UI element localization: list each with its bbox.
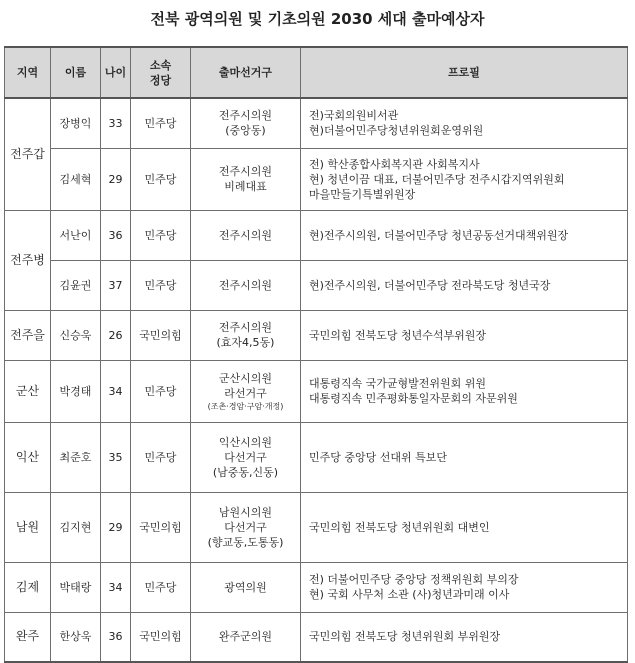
table-row <box>5 612 628 662</box>
header-name: 이름 <box>51 47 101 98</box>
header-age: 나이 <box>101 47 131 98</box>
cell-party: 민주당 <box>131 562 191 612</box>
profile-line: 현) 청년이끔 대표, 더불어민주당 전주시갑지역위원회 <box>309 172 565 186</box>
district-line: 익산시의원 <box>218 435 273 449</box>
cell-party: 국민의힘 <box>131 310 191 360</box>
district-line: 전주시의원 <box>218 165 273 178</box>
district-line: 군산시의원 <box>218 371 273 385</box>
district-line: (중앙동) <box>225 124 266 138</box>
table-row <box>5 148 628 210</box>
cell-region: 전주갑 <box>5 98 51 210</box>
cell-region: 김제 <box>5 562 51 612</box>
cell-profile: 국민의힘 전북도당 청년위원회 대변인 <box>301 492 628 562</box>
cell-name: 장병익 <box>51 98 101 148</box>
cell-party: 민주당 <box>131 422 191 492</box>
cell-party: 민주당 <box>131 360 191 422</box>
profile-line: 대통령직속 국가균형발전위원회 위원 <box>309 377 487 390</box>
cell-party: 국민의힘 <box>131 492 191 562</box>
district-line: 전주시의원 <box>218 321 273 334</box>
header-district: 출마선거구 <box>191 47 301 98</box>
cell-district: 전주시의원 <box>191 210 301 260</box>
profile-line: 전) 더불어민주당 중앙당 정책위원회 부의장 <box>309 573 519 586</box>
cell-party: 국민의힘 <box>131 612 191 662</box>
district-line: 다선거구 <box>224 520 267 534</box>
district-line: 라선거구 <box>224 386 267 400</box>
table-row <box>5 210 628 260</box>
cell-age: 33 <box>101 98 131 148</box>
profile-line: 전) 학산종합사회복지관 사회복지사 <box>309 157 480 171</box>
cell-district <box>191 148 301 210</box>
cell-district <box>191 492 301 562</box>
cell-profile <box>301 562 628 612</box>
cell-region: 남원 <box>5 492 51 562</box>
cell-age: 26 <box>101 310 131 360</box>
cell-district: 전주시의원 <box>191 260 301 310</box>
cell-profile: 민주당 중앙당 선대위 특보단 <box>301 422 628 492</box>
cell-age: 34 <box>101 562 131 612</box>
cell-age: 36 <box>101 612 131 662</box>
district-line: (향교동,도통동) <box>207 535 284 549</box>
cell-age: 29 <box>101 148 131 210</box>
table-row <box>5 98 628 148</box>
cell-name: 박태랑 <box>51 562 101 612</box>
district-line: 전주시의원 <box>218 109 273 123</box>
cell-region: 익산 <box>5 422 51 492</box>
cell-name: 김지현 <box>51 492 101 562</box>
cell-name: 한상욱 <box>51 612 101 662</box>
cell-party: 민주당 <box>131 148 191 210</box>
cell-age: 36 <box>101 210 131 260</box>
table-row <box>5 360 628 422</box>
profile-line: 전)국회의원비서관 <box>309 109 399 123</box>
cell-party: 민주당 <box>131 210 191 260</box>
district-line: 남원시의원 <box>218 505 273 519</box>
cell-name: 신승욱 <box>51 310 101 360</box>
district-line: 비례대표 <box>224 180 267 193</box>
cell-age: 35 <box>101 422 131 492</box>
page-title: 전북 광역의원 및 기초의원 2030 세대 출마예상자 <box>150 10 485 28</box>
table-row <box>5 310 628 360</box>
profile-line: 현)더불어민주당청년위원회운영위원 <box>309 124 484 138</box>
cell-profile <box>301 360 628 422</box>
cell-age: 37 <box>101 260 131 310</box>
cell-district: 완주군의원 <box>191 612 301 662</box>
cell-name: 박경태 <box>51 360 101 422</box>
header-region: 지역 <box>5 47 51 98</box>
district-line: (남중동,신동) <box>212 465 279 479</box>
header-party-line: 정당 <box>149 73 172 87</box>
cell-district <box>191 422 301 492</box>
table-header-row <box>5 47 628 98</box>
profile-line: 대통령직속 민주평화통일자문회의 자문위원 <box>309 392 518 405</box>
header-party-line: 소속 <box>149 58 172 72</box>
candidate-table <box>4 46 628 663</box>
cell-age: 34 <box>101 360 131 422</box>
cell-name: 서난이 <box>51 210 101 260</box>
cell-district <box>191 360 301 422</box>
profile-line: 마을만들기특별위원장 <box>309 187 416 201</box>
district-line: 다선거구 <box>224 450 267 464</box>
cell-region: 전주병 <box>5 210 51 310</box>
table-row <box>5 492 628 562</box>
header-profile: 프로필 <box>301 47 628 98</box>
cell-district: 광역의원 <box>191 562 301 612</box>
cell-district <box>191 310 301 360</box>
district-line: (효자4,5동) <box>216 336 275 349</box>
table-row <box>5 562 628 612</box>
cell-name: 김윤권 <box>51 260 101 310</box>
cell-party: 민주당 <box>131 98 191 148</box>
table-row <box>5 422 628 492</box>
cell-profile <box>301 98 628 148</box>
cell-district <box>191 98 301 148</box>
district-note: (조촌·경암·구암·개정) <box>207 401 284 411</box>
cell-name: 김세혁 <box>51 148 101 210</box>
cell-region: 군산 <box>5 360 51 422</box>
header-party <box>131 47 191 98</box>
cell-name: 최준호 <box>51 422 101 492</box>
cell-profile: 국민의힘 전북도당 청년수석부위원장 <box>301 310 628 360</box>
cell-profile <box>301 148 628 210</box>
cell-region: 완주 <box>5 612 51 662</box>
table-row <box>5 260 628 310</box>
cell-profile: 국민의힘 전북도당 청년위원회 부위원장 <box>301 612 628 662</box>
profile-line: 현) 국회 사무처 소관 (사)청년과미래 이사 <box>309 588 510 601</box>
cell-region: 전주을 <box>5 310 51 360</box>
cell-profile: 현)전주시의원, 더불어민주당 청년공동선거대책위원장 <box>301 210 628 260</box>
cell-age: 29 <box>101 492 131 562</box>
cell-profile: 현)전주시의원, 더불어민주당 전라북도당 청년국장 <box>301 260 628 310</box>
cell-party: 민주당 <box>131 260 191 310</box>
